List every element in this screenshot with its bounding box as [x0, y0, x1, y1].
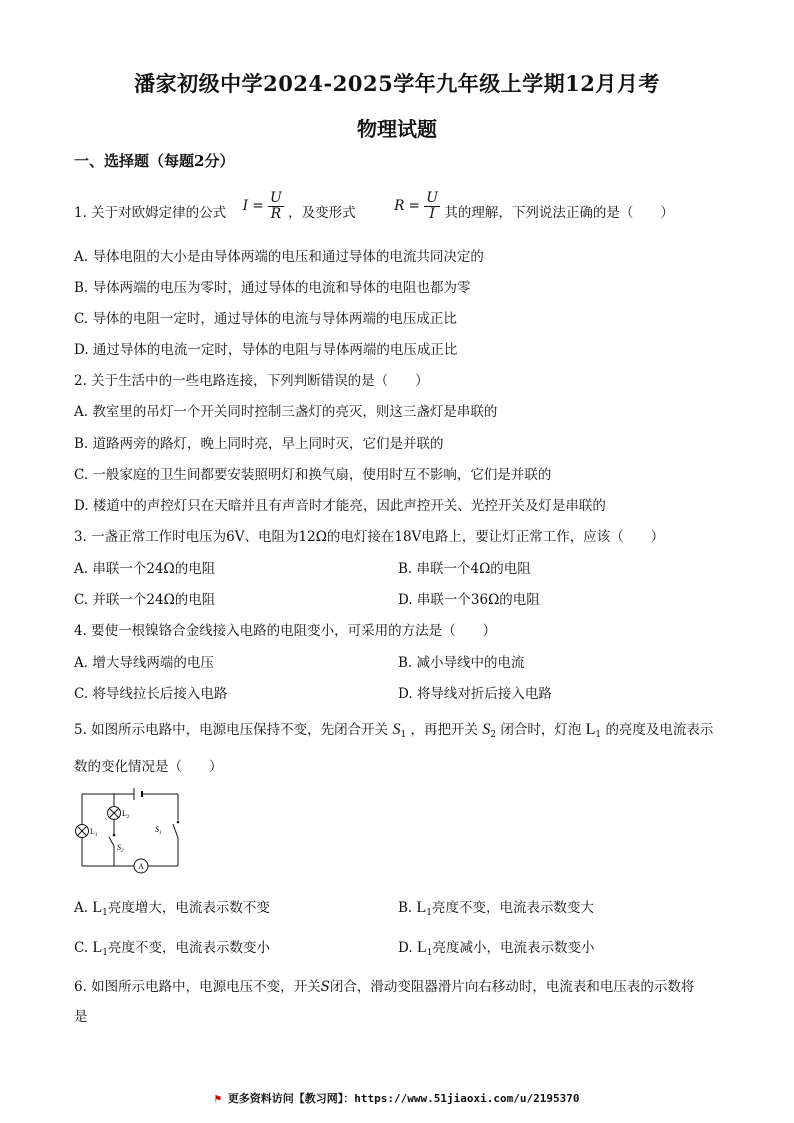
question-6-stem-line2: 是	[74, 1009, 88, 1025]
ammeter-icon	[134, 859, 148, 873]
question-3-option-d: D. 串联一个36Ω的电阻	[398, 592, 540, 608]
question-1-stem: 1. 关于对欧姆定律的公式 I = $\frac{U}{R}$ ，及变形式 R = $\frac{U}{I}$ 其的理解，下列说法正确的是（ ）	[74, 190, 674, 222]
footer-text[interactable]: 更多资料访问【教习网】：https://www.51jiaoxi.com/u/2195370	[227, 1092, 580, 1105]
question-5-option-d: D. $L_1$亮度减小，电流表示数变小	[398, 939, 595, 958]
question-1-option-d: D. 通过导体的电流一定时，导体的电阻与导体两端的电压成正比	[74, 342, 458, 358]
question-2-option-b: B. 道路两旁的路灯，晚上同时亮，早上同时灭，它们是并联的	[74, 436, 444, 452]
question-5-option-b: B. $L_1$亮度不变，电流表示数变大	[398, 899, 595, 918]
flag-icon: ⚑	[214, 1092, 222, 1105]
lamp-l1-icon	[76, 825, 89, 838]
question-6-stem: 6. 如图所示电路中，电源电压不变，开关S闭合，滑动变阻器滑片向右移动时，电流表和电压表的示数将	[74, 979, 695, 995]
switch-s1-icon	[173, 820, 181, 838]
question-3-option-c: C. 并联一个24Ω的电阻	[74, 592, 216, 608]
question-5-option-c: C. $L_1$亮度不变，电流表示数变小	[74, 939, 270, 958]
question-1-option-a: A. 导体电阻的大小是由导体两端的电压和通过导体的电流共同决定的	[74, 249, 484, 265]
label-l1: $L_1$	[90, 827, 98, 838]
label-s1: $S_1$	[155, 825, 162, 836]
question-3-option-a: A. 串联一个24Ω的电阻	[74, 561, 216, 577]
question-2-option-a: A. 教室里的吊灯一个开关同时控制三盏灯的亮灭，则这三盏灯是串联的	[74, 404, 498, 420]
question-4-option-a: A. 增大导线两端的电压	[74, 655, 214, 671]
formula-fraction-2: $\frac{U}{I}$	[426, 190, 439, 222]
svg-text:A: A	[138, 862, 144, 871]
label-l2: $L_2$	[122, 809, 130, 820]
question-5-option-a: A. $L_1$亮度增大，电流表示数不变	[74, 899, 270, 918]
page-title: 潘家初级中学2024-2025学年九年级上学期12月月考	[134, 71, 660, 96]
page-subtitle: 物理试题	[357, 117, 437, 141]
formula-fraction-1: $\frac{U}{R}$	[270, 190, 282, 222]
question-3-stem: 3. 一盏正常工作时电压为6V、电阻为12Ω的电灯接在18V电路上，要让灯正常工作，应该（ ）	[74, 529, 665, 545]
question-3-option-b: B. 串联一个4Ω的电阻	[398, 561, 531, 577]
section-heading: 一、选择题（每题2分）	[74, 152, 235, 170]
label-s2: $S_2$	[117, 843, 124, 854]
battery-icon	[134, 788, 142, 800]
lamp-l2-icon	[108, 807, 121, 820]
question-2-option-c: C. 一般家庭的卫生间都要安装照明灯和换气扇，使用时互不影响，它们是并联的	[74, 467, 552, 483]
question-1-option-c: C. 导体的电阻一定时，通过导体的电流与导体两端的电压成正比	[74, 311, 457, 327]
question-2-option-d: D. 楼道中的声控灯只在天暗并且有声音时才能亮，因此声控开关、光控开关及灯是串联的	[74, 498, 606, 514]
question-1-option-b: B. 导体两端的电压为零时，通过导体的电流和导体的电阻也都为零	[74, 280, 471, 296]
switch-s2-icon	[109, 834, 115, 846]
question-4-option-d: D. 将导线对折后接入电路	[398, 686, 552, 702]
circuit-diagram	[74, 784, 186, 876]
question-4-stem: 4. 要使一根镍铬合金线接入电路的电阻变小，可采用的方法是（ ）	[74, 623, 497, 639]
question-4-option-b: B. 减小导线中的电流	[398, 655, 525, 671]
question-5-stem: 5. 如图所示电路中，电源电压保持不变，先闭合开关 $S_1$ ，再把开关 $S_2$ 闭合时，灯泡 $L_1$ 的亮度及电流表示	[74, 721, 714, 740]
footer-link[interactable]	[0, 1090, 794, 1106]
question-5-stem-line2: 数的变化情况是（ ）	[74, 759, 223, 775]
question-2-stem: 2. 关于生活中的一些电路连接，下列判断错误的是（ ）	[74, 373, 429, 389]
question-4-option-c: C. 将导线拉长后接入电路	[74, 686, 228, 702]
